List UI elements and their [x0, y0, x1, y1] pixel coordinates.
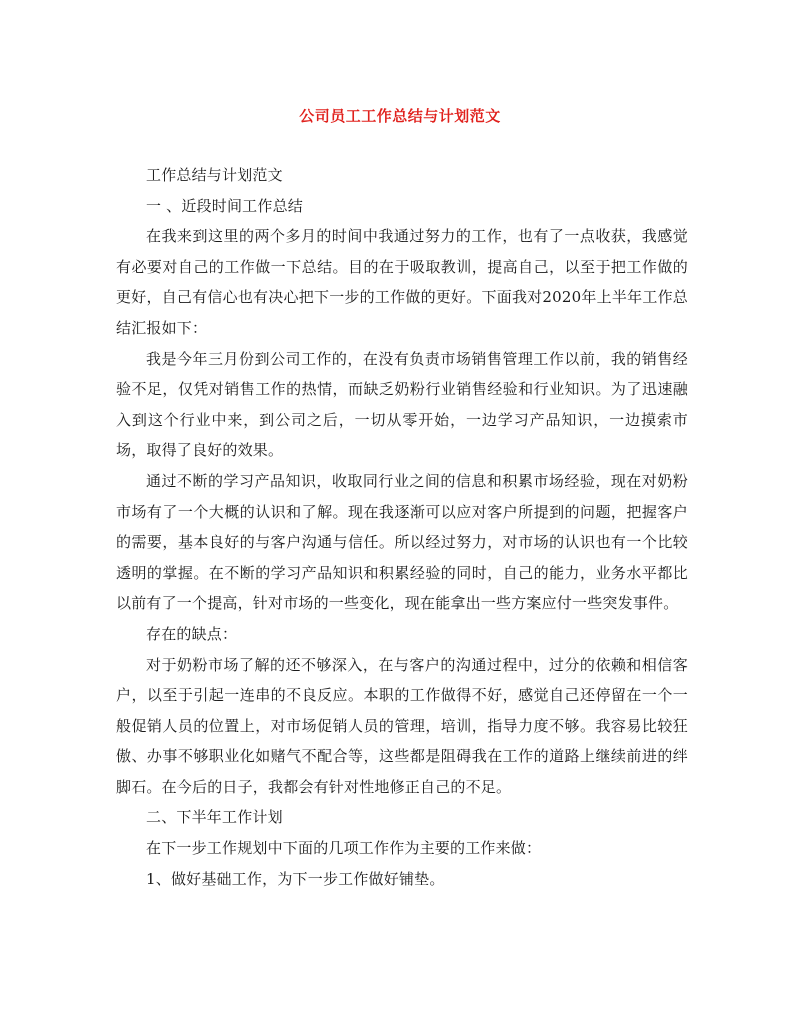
paragraph: 通过不断的学习产品知识，收取同行业之间的信息和积累市场经验，现在对奶粉市场有了一个大概的认识和了解。现在我逐渐可以应对客户所提到的问题，把握客户的需要，基本良好的与客户沟通与信任。所以经过努力，对市场的认识也有一个比较透明的掌握。在不断的学习产品知识和积累经验的同时，自己的能力，业务水平都比以前有了一个提高，针对市场的一些变化，现在能拿出一些方案应付一些突发事件。 — [116, 471, 688, 613]
section-heading-summary: 一 、近段时间工作总结 — [146, 196, 303, 215]
paragraph: 我是今年三月份到公司工作的，在没有负责市场销售管理工作以前，我的销售经验不足，仅凭对销售工作的热情，而缺乏奶粉行业销售经验和行业知识。为了迅速融入到这个行业中来，到公司之后，一切从零开始，一边学习产品知识，一边摸索市场，取得了良好的效果。 — [116, 349, 688, 460]
paragraph-heading: 工作总结与计划范文 — [146, 166, 283, 184]
paragraph: 在下一步工作规划中下面的几项工作作为主要的工作来做： — [146, 839, 542, 858]
paragraph: 在我来到这里的两个多月的时间中我通过努力的工作，也有了一点收获，我感觉有必要对自己的工作做一下总结。目的在于吸取教训，提高自己，以至于把工作做的更好，自己有信心也有决心把下一步的工作做的更好。下面我对2020年上半年工作总结汇报如下： — [116, 227, 688, 337]
list-item: 1、做好基础工作，为下一步工作做好铺垫。 — [146, 869, 445, 888]
paragraph: 对于奶粉市场了解的还不够深入，在与客户的沟通过程中，过分的依赖和相信客户，以至于引起一连串的不良反应。本职的工作做得不好，感觉自己还停留在一个一般促销人员的位置上，对市场促销人员的管理，培训，指导力度不够。我容易比较狂傲、办事不够职业化如赌气不配合等，这些都是阻碍我在工作的道路上继续前进的绊脚石。在今后的日子，我都会有针对性地修正自己的不足。 — [116, 655, 688, 796]
document-body — [116, 160, 688, 894]
section-heading-plan: 二、下半年工作计划 — [146, 808, 283, 827]
document-title: 公司员工工作总结与计划范文 — [299, 107, 501, 125]
subheading-shortcomings: 存在的缺点： — [146, 624, 238, 643]
